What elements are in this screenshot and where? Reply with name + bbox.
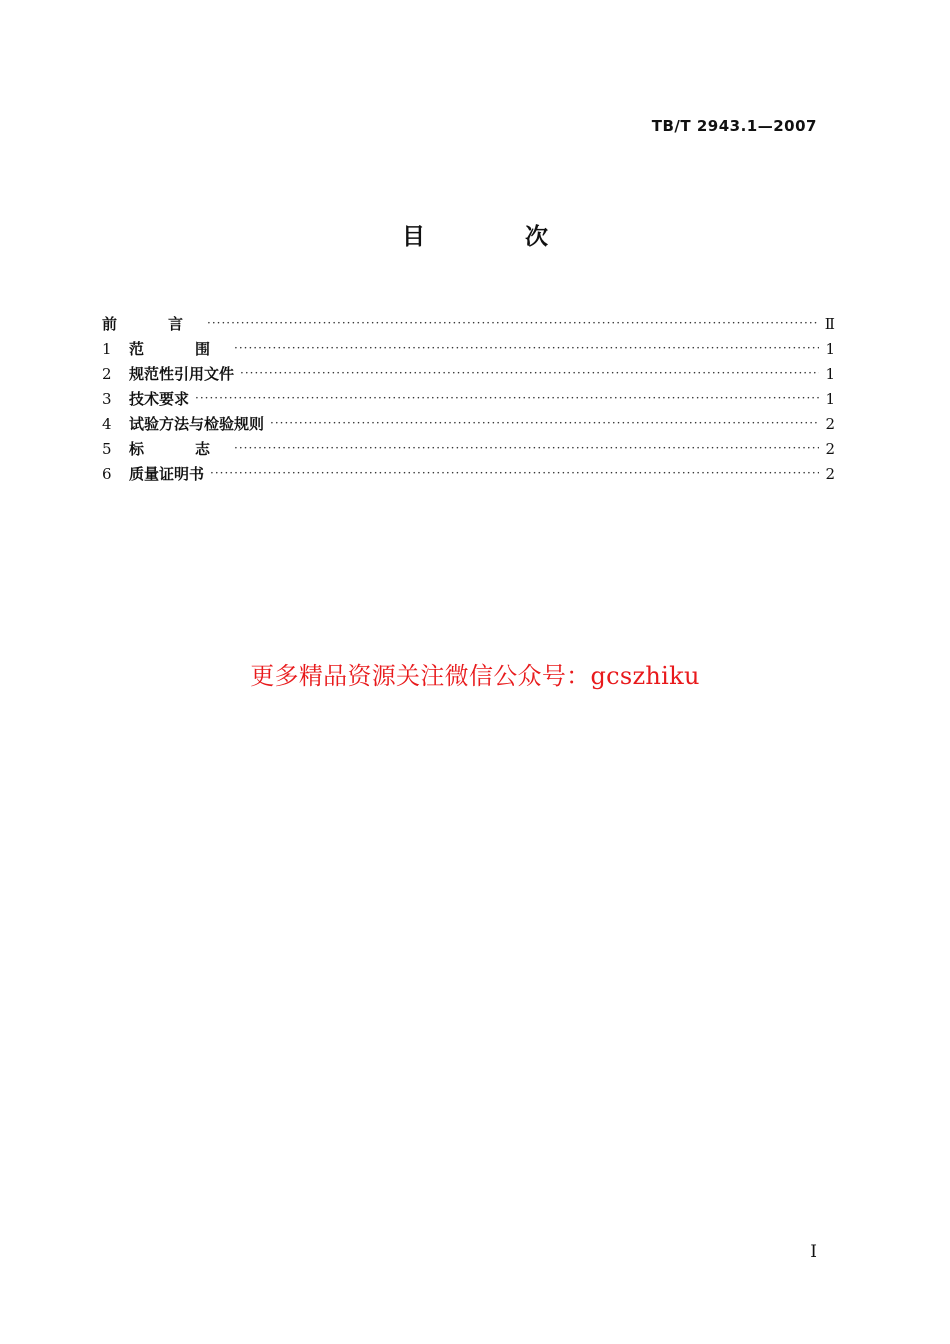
toc-dot-leader [210, 461, 819, 486]
toc-entry-test-methods[interactable] [102, 412, 835, 437]
toc-entry-page: 2 [825, 465, 835, 483]
toc-dot-leader [234, 436, 819, 461]
toc-entry-page: 2 [825, 440, 835, 458]
toc-entry-label: 规范性引用文件 [129, 365, 235, 383]
toc-entry-normative-references[interactable] [102, 362, 835, 387]
toc-entry-label: 范 围 [129, 340, 229, 358]
toc-entry-foreword[interactable] [102, 312, 835, 337]
toc-entry-label: 前 言 [102, 315, 202, 333]
toc-entry-label: 标 志 [129, 440, 229, 458]
toc-entry-page: 2 [825, 415, 835, 433]
promo-watermark-text: 更多精品资源关注微信公众号：gcszhiku [250, 662, 700, 690]
toc-dot-leader [195, 386, 819, 411]
toc-dot-leader [234, 336, 819, 361]
page-number: I [810, 1242, 817, 1262]
toc-entry-label: 质量证明书 [129, 465, 205, 483]
toc-entry-number: 3 [102, 390, 112, 408]
toc-entry-number: 1 [102, 340, 112, 358]
standard-code: TB/T 2943.1—2007 [651, 117, 817, 135]
toc-entry-number: 2 [102, 365, 112, 383]
toc-entry-technical-requirements[interactable] [102, 387, 835, 412]
toc-entry-page: 1 [825, 365, 835, 383]
toc-dot-leader [240, 361, 819, 386]
toc-entry-number: 4 [102, 415, 112, 433]
toc-entry-number: 5 [102, 440, 112, 458]
toc-dot-leader [207, 311, 819, 336]
toc-entry-number: 6 [102, 465, 112, 483]
toc-entry-scope[interactable] [102, 337, 835, 362]
toc-entry-label: 技术要求 [129, 390, 190, 408]
toc-entry-page: 1 [825, 390, 835, 408]
toc-entry-page: Ⅱ [824, 315, 835, 333]
toc-entry-label: 试验方法与检验规则 [129, 415, 265, 433]
toc-title: 目 次 [401, 224, 594, 250]
toc-entry-quality-certificate[interactable] [102, 462, 835, 487]
toc-dot-leader [270, 411, 819, 436]
toc-entry-marking[interactable] [102, 437, 835, 462]
table-of-contents [102, 312, 835, 487]
toc-entry-page: 1 [825, 340, 835, 358]
